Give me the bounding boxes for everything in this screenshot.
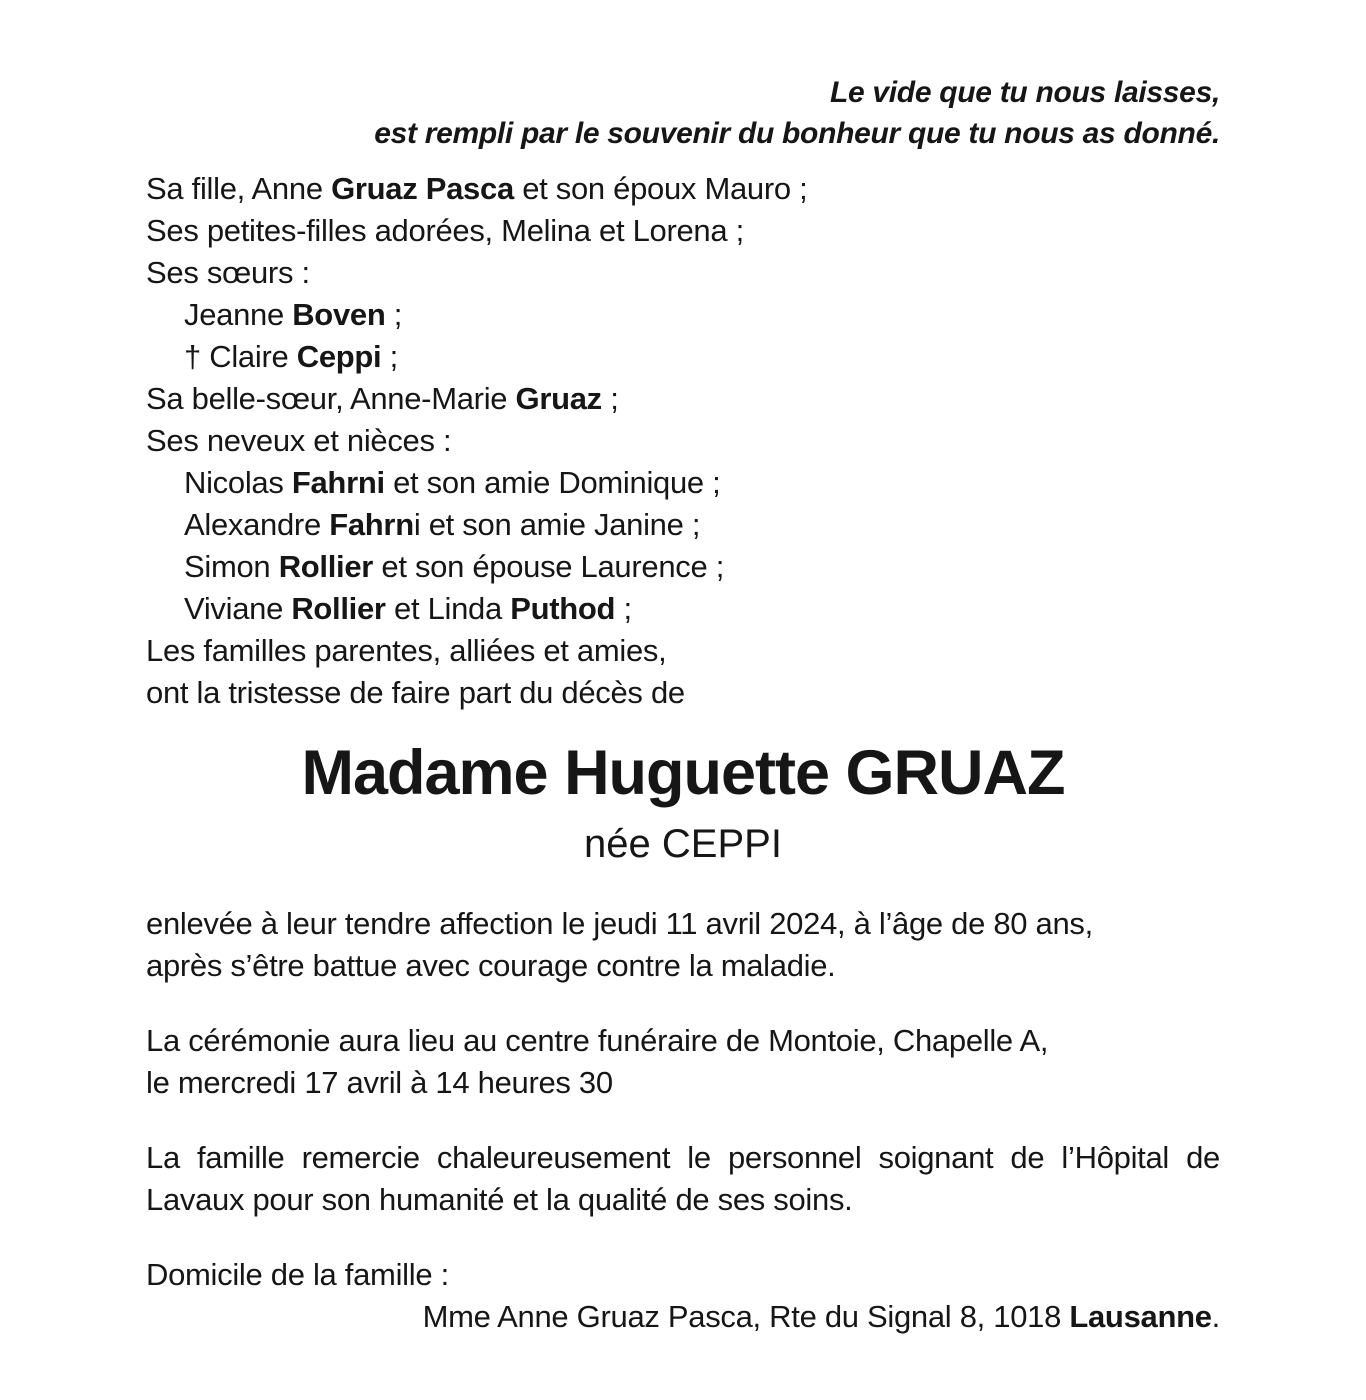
text-segment: † Claire xyxy=(184,339,297,374)
paragraph-line: après s’être battue avec courage contre la maladie. xyxy=(146,948,836,983)
text-segment: Sa fille, Anne xyxy=(146,171,332,206)
paragraph-line: enlevée à leur tendre affection le jeudi 11 avril 2024, à l’âge de 80 ans, xyxy=(146,906,1093,941)
thanks-paragraph xyxy=(146,1137,1220,1221)
family-line xyxy=(146,336,1220,378)
text-segment: ont la tristesse de faire part du décès de xyxy=(146,675,685,710)
text-segment: ; xyxy=(615,591,632,626)
paragraph-line: le mercredi 17 avril à 14 heures 30 xyxy=(146,1065,613,1100)
text-segment: Nicolas xyxy=(184,465,292,500)
text-segment: Boven xyxy=(292,297,386,332)
family-list xyxy=(146,168,1220,714)
text-segment: et son amie Dominique ; xyxy=(384,465,721,500)
text-segment: ; xyxy=(601,381,619,416)
family-line xyxy=(146,504,1220,546)
family-line xyxy=(146,420,1220,462)
family-line xyxy=(146,588,1220,630)
text-segment: Lausanne xyxy=(1069,1299,1212,1334)
paragraph-line: La cérémonie aura lieu au centre funéraire de Montoie, Chapelle A, xyxy=(146,1023,1049,1058)
text-segment: Simon xyxy=(184,549,279,584)
epigraph-quote xyxy=(146,72,1220,154)
epigraph-line: est rempli par le souvenir du bonheur que tu nous as donné. xyxy=(374,117,1220,150)
text-segment: Les familles parentes, alliées et amies, xyxy=(146,633,667,668)
text-segment: Puthod xyxy=(510,591,616,626)
family-line xyxy=(146,672,1220,714)
domicile-label: Domicile de la famille : xyxy=(146,1257,449,1292)
family-line xyxy=(146,168,1220,210)
text-segment: Viviane xyxy=(184,591,292,626)
text-segment: et son époux Mauro ; xyxy=(513,171,808,206)
family-line xyxy=(146,462,1220,504)
family-line xyxy=(146,210,1220,252)
domicile-block xyxy=(146,1254,1220,1338)
deceased-name-title: Madame Huguette GRUAZ xyxy=(301,738,1065,808)
death-paragraph xyxy=(146,903,1220,987)
text-segment: . xyxy=(1211,1299,1220,1334)
text-segment: Jeanne xyxy=(184,297,293,332)
text-segment: Alexandre xyxy=(184,507,330,542)
text-segment: Fahrn xyxy=(329,507,414,542)
family-line xyxy=(146,378,1220,420)
text-segment: Gruaz xyxy=(515,381,602,416)
paragraph-line: La famille remercie chaleureusement le personnel soignant de l’Hôpital de xyxy=(146,1140,1220,1175)
family-line xyxy=(146,294,1220,336)
text-segment: Mme Anne Gruaz Pasca, Rte du Signal 8, 1018 xyxy=(422,1299,1070,1334)
family-address xyxy=(146,1296,1220,1338)
family-line xyxy=(146,252,1220,294)
text-segment: Ses neveux et nièces : xyxy=(146,423,452,458)
family-line xyxy=(146,630,1220,672)
text-segment: et son épouse Laurence ; xyxy=(373,549,725,584)
epigraph-line: Le vide que tu nous laisses, xyxy=(829,76,1220,109)
text-segment: ; xyxy=(385,297,403,332)
text-segment: ; xyxy=(381,339,398,374)
family-line xyxy=(146,546,1220,588)
text-segment: Ses petites-filles adorées, Melina et Lorena ; xyxy=(146,213,744,248)
paragraph-line: Lavaux pour son humanité et la qualité de ses soins. xyxy=(146,1182,853,1217)
text-segment: Ses sœurs : xyxy=(146,255,310,290)
text-segment: Ceppi xyxy=(296,339,382,374)
text-segment: i et son amie Janine ; xyxy=(413,507,701,542)
text-segment: Fahrni xyxy=(291,465,385,500)
ceremony-paragraph xyxy=(146,1020,1220,1104)
text-segment: Rollier xyxy=(291,591,386,626)
text-segment: Gruaz Pasca xyxy=(331,171,514,206)
text-segment: Rollier xyxy=(278,549,374,584)
text-segment: Sa belle-sœur, Anne-Marie xyxy=(146,381,516,416)
text-segment: et Linda xyxy=(385,591,511,626)
deceased-maiden-name: née CEPPI xyxy=(584,822,782,866)
